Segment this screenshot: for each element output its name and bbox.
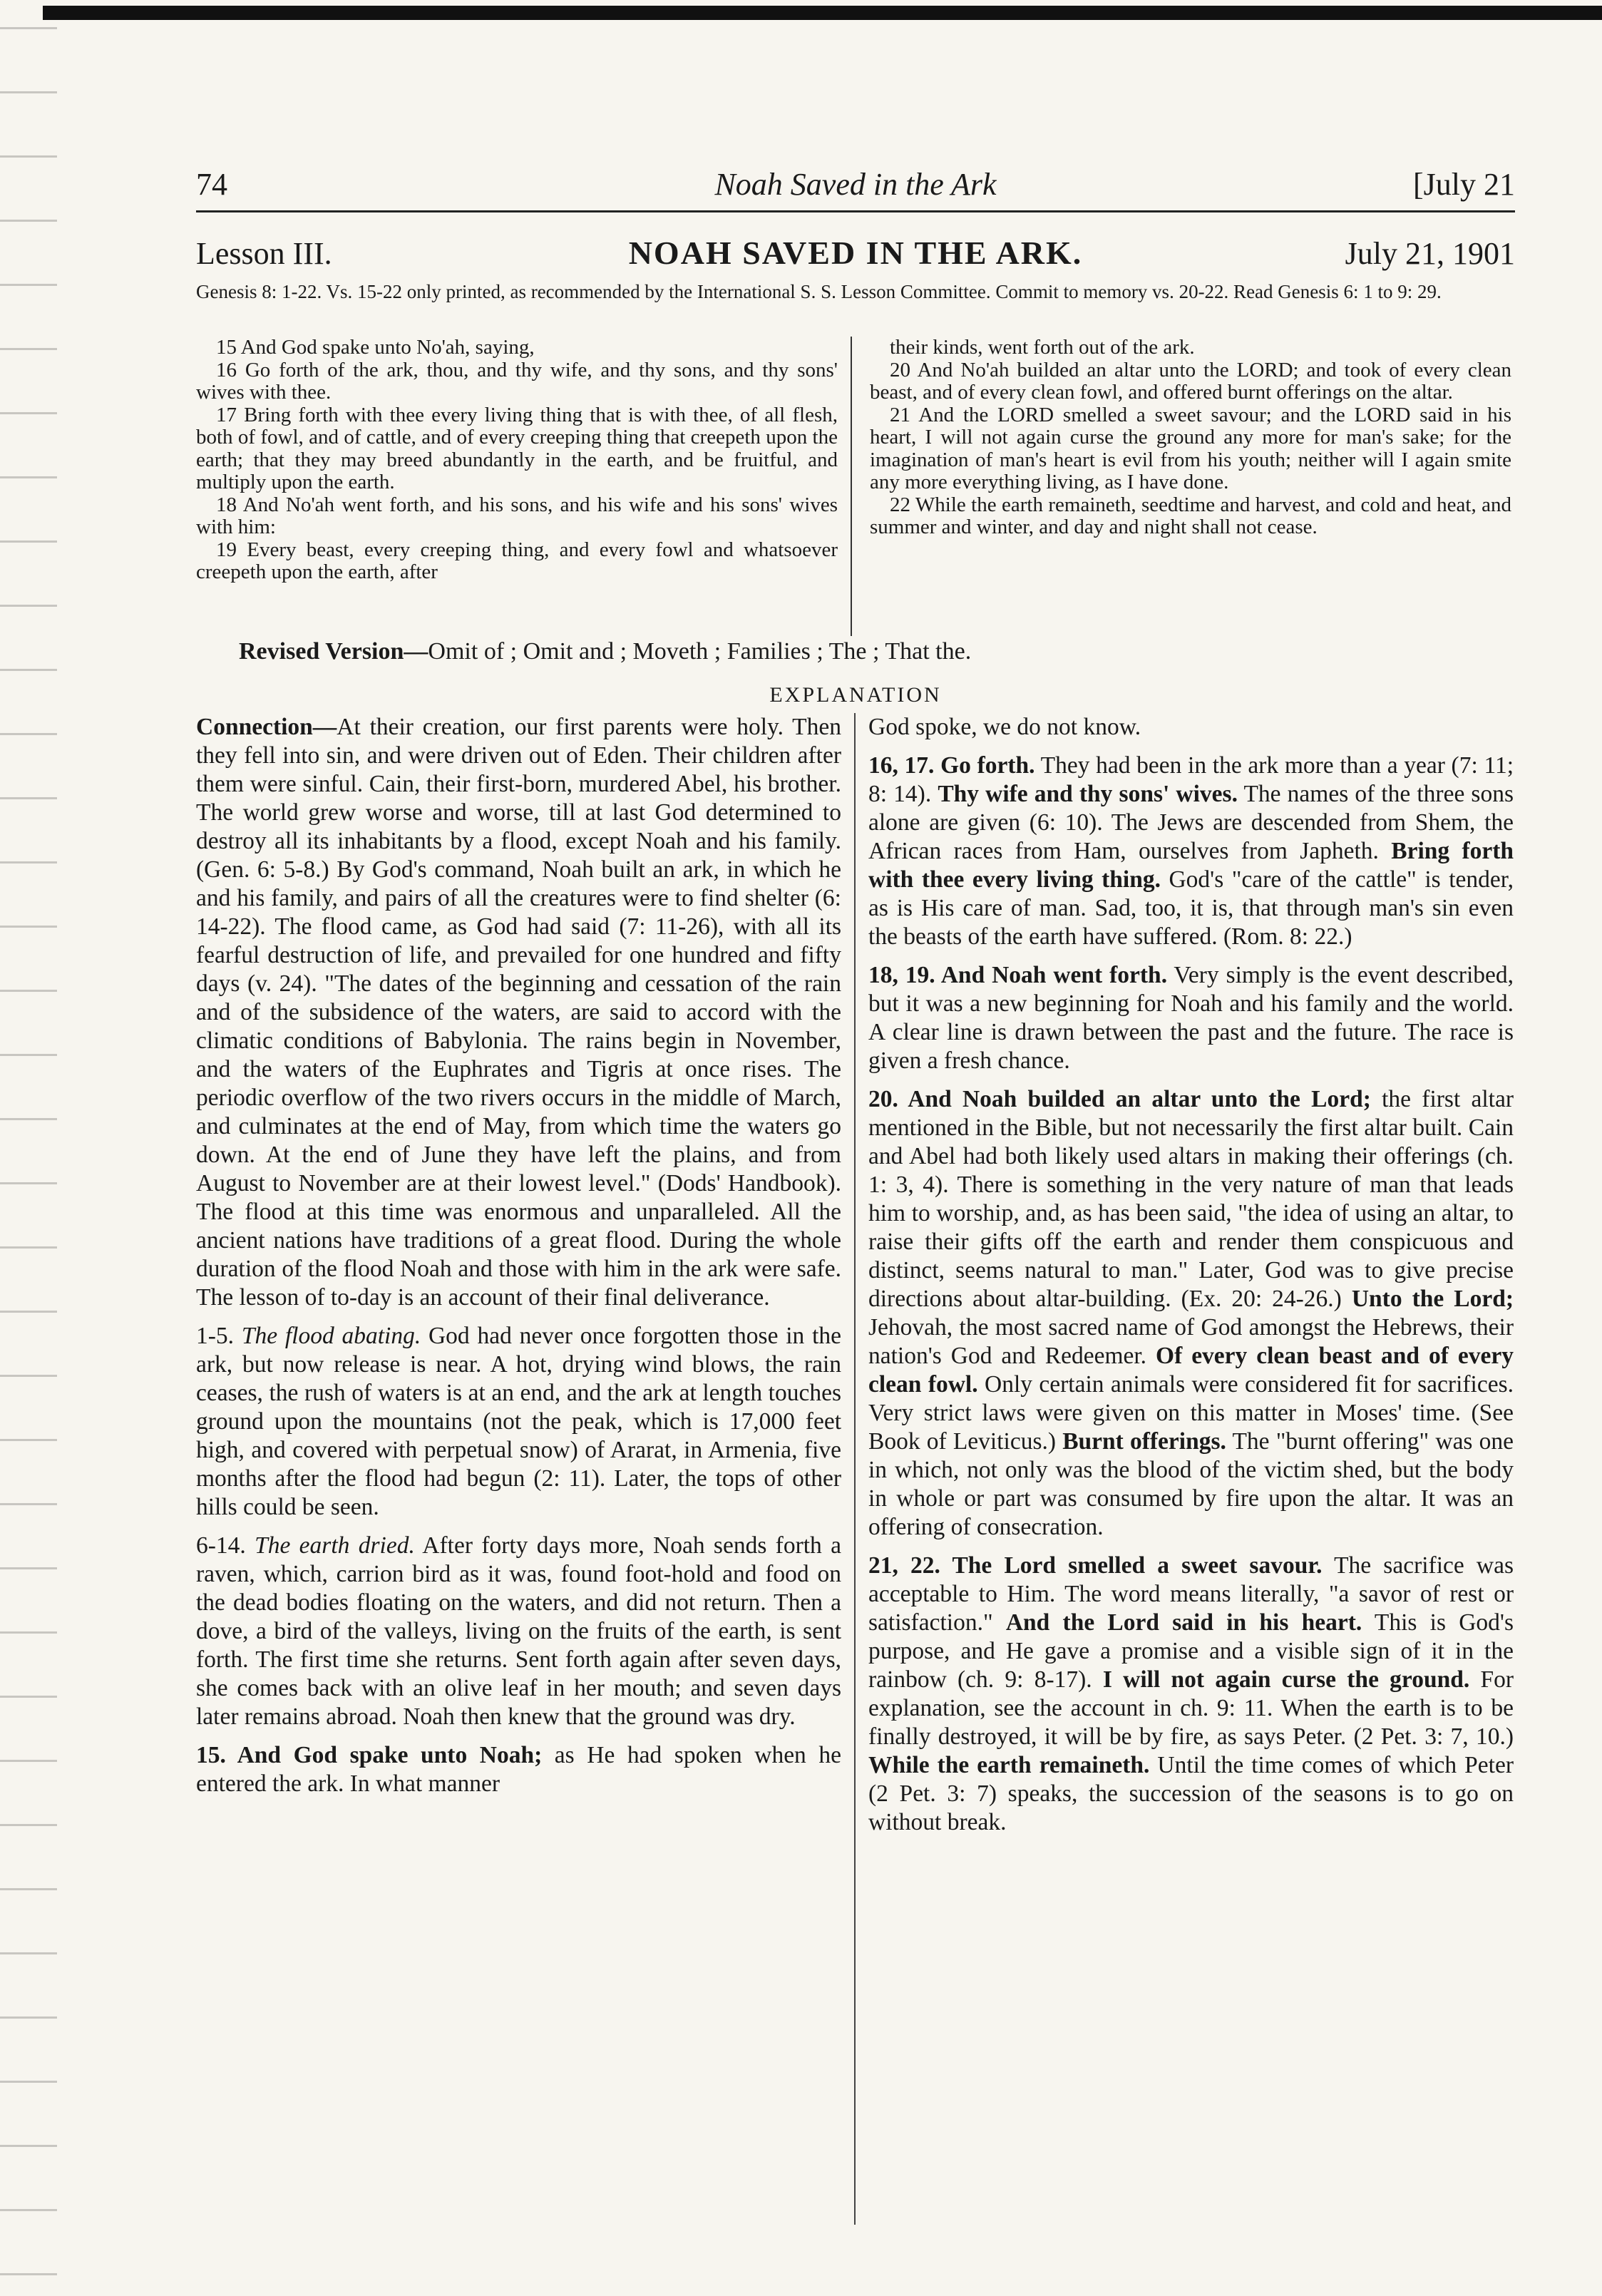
paragraph-lead: While the earth remaineth. xyxy=(868,1752,1150,1778)
explanation-left-column xyxy=(196,713,841,2253)
lesson-title: NOAH SAVED IN THE ARK. xyxy=(628,235,1083,271)
paragraph-lead: 16, 17. Go forth. xyxy=(868,752,1035,779)
revised-version-label: Revised Version— xyxy=(239,638,428,665)
paragraph-lead-italic: The flood abating. xyxy=(241,1323,421,1349)
explanation-paragraph xyxy=(868,1552,1514,1837)
paragraph-lead: Of every clean beast and of every clean fowl. xyxy=(868,1343,1514,1398)
verse: 22 While the earth remaineth, seedtime and harvest, and cold and heat, and summer and winter, and day and night shall not cease. xyxy=(870,493,1511,538)
lesson-header xyxy=(196,235,1515,278)
paragraph-text: For explanation, see the account in ch. 9: 11. When the earth is to be finally destroyed, it will be by fire, as says Peter. (2 Pet. 3: 7, 10.) xyxy=(868,1666,1514,1750)
scripture-verses xyxy=(196,337,1515,643)
lesson-date: July 21, 1901 xyxy=(1345,236,1515,271)
explanation-paragraph xyxy=(196,1532,841,1731)
explanation-paragraph xyxy=(868,1085,1514,1542)
verse: 20 And No'ah builded an altar unto the LORD; and took of every clean beast, and of every clean fowl, and offered burnt offerings on the altar. xyxy=(870,358,1511,404)
explanation-paragraph xyxy=(196,1741,841,1798)
paragraph-text: At their creation, our first parents were holy. Then they fell into sin, and were driven out of Eden. Their children after them were sinful. Cain, their first-born, murdered Abel, his brother. The world grew worse and worse, till at last God determined to destroy all its inhabitants by a flood, except Noah and his family. (Gen. 6: 5-8.) By God's command, Noah built an ark, in which he and his family, and pairs of all the creatures were to find shelter (6: 14-22). The flood came, as God had said (7: 11-26), with all its fearful destruction of life, and prevailed for one hundred and fifty days (v. 24). "The dates of the beginning and cessation of the rain and of the subsidence of the waters, are said to accord with the climatic conditions of Babylonia. The rains begin in November, and the waters of the Euphrates and Tigris at once rises. The periodic overflow of the two rivers occurs in the middle of March, and culminates at the end of May, from which time the waters go down. At the end of June they have left the plains, and from August to November are at their lowest level." (Dods' Handbook). The flood at this time was enormous and unparalleled. All the ancient nations have traditions of a great flood. During the whole duration of the flood Noah and those with him in the ark were safe. The lesson of to-day is an account of their final deliverance. xyxy=(196,714,841,1311)
paragraph-text: They had been in the ark more than a year (7: 11; 8: 14). xyxy=(868,752,1514,807)
verse: 19 Every beast, every creeping thing, and every fowl and whatsoever creepeth upon the earth, after xyxy=(196,538,838,583)
paragraph-lead: 20. And Noah builded an altar unto the Lord; xyxy=(868,1086,1371,1112)
paragraph-text: After forty days more, Noah sends forth a raven, which, carrion bird as it was, found foot-hold and food on the dead bodies floating on the waters, and did not return. Then a dove, a bird of the valleys, living on the fruits of the earth, is sent forth. The first time she returns. Sent forth again after seven days, she comes back with an olive leaf in her mouth; and seven days later remains abroad. Noah then knew that the ground was dry. xyxy=(196,1532,841,1730)
paragraph-text: Until the time comes of which Peter (2 Pet. 3: 7) speaks, the succession of the seasons is to go on without break. xyxy=(868,1752,1514,1835)
paragraph-text: Only certain animals were considered fit for sacrifices. Very strict laws were given on this matter in Moses' time. (See Book of Leviticus.) xyxy=(868,1371,1514,1455)
paragraph-lead: 15. And God spake unto Noah; xyxy=(196,1742,543,1768)
verses-left-column xyxy=(196,337,838,584)
paragraph-text: The names of the three sons alone are given (6: 10). The Jews are descended from Shem, the African races from Ham, ourselves from Japheth. xyxy=(868,781,1514,864)
paragraph-text: God's "care of the cattle" is tender, as is His care of man. Sad, too, it is, that through man's sin even the beasts of the earth have suffered. (Rom. 8: 22.) xyxy=(868,866,1514,950)
revised-version-note xyxy=(239,638,1522,665)
running-title: Noah Saved in the Ark xyxy=(714,167,997,202)
running-head xyxy=(196,160,1515,212)
scripture-reference xyxy=(196,280,1515,304)
verses-right-column xyxy=(870,337,1511,539)
paragraph-lead: 18, 19. And Noah went forth. xyxy=(868,962,1168,988)
verse: their kinds, went forth out of the ark. xyxy=(890,336,1195,359)
paragraph-lead: Burnt offerings. xyxy=(1062,1428,1226,1455)
verse: 17 Bring forth with thee every living thing that is with thee, of all flesh, both of fowl, and of cattle, and of every creeping thing that creepeth upon the earth; that they may breed abundantly in the earth, and be fruitful, and multiply upon the earth. xyxy=(196,403,838,493)
paragraph-lead-italic: The earth dried. xyxy=(255,1532,415,1559)
paragraph-lead: Bring forth with thee every living thing. xyxy=(868,838,1514,893)
explanation-column-divider xyxy=(854,713,856,2225)
paragraph-text: God spoke, we do not know. xyxy=(868,714,1141,740)
paragraph-text: God had never once forgotten those in the ark, but now release is near. A hot, drying wind blows, the rain ceases, the rush of waters is at an end, and the ark at length touches ground upon the mountains (not the peak, which is 17,000 feet high, and covered with perpetual snow) of Ararat, in Armenia, five months after the flood had begun (2: 11). Later, the tops of other hills could be seen. xyxy=(196,1323,841,1520)
paragraph-text: as He had spoken when he entered the ark. In what manner xyxy=(196,1742,841,1797)
paragraph-text: Very simply is the event described, but it was a new beginning for Noah and his family and the world. A clear line is drawn between the past and the future. The race is given a fresh chance. xyxy=(868,962,1514,1074)
explanation-heading: EXPLANATION xyxy=(769,683,942,707)
explanation-paragraph xyxy=(868,752,1514,951)
revised-version-text: Omit of ; Omit and ; Moveth ; Families ; The ; That the. xyxy=(428,638,972,665)
verse: 15 And God spake unto No'ah, saying, xyxy=(216,336,535,359)
paragraph-lead: Connection— xyxy=(196,714,337,740)
explanation-paragraph xyxy=(196,1322,841,1522)
explanation-right-column xyxy=(868,713,1514,2253)
paragraph-text: The "burnt offering" was one in which, not only was the blood of the victim shed, but the body in whole or part was consumed by fire upon the altar. It was an offering of consecration. xyxy=(868,1428,1514,1540)
verse: 21 And the LORD smelled a sweet savour; and the LORD said in his heart, I will not again curse the ground any more for man's sake; for the imagination of man's heart is evil from his youth; neither will I again smite any more everything living, as I have done. xyxy=(870,403,1511,493)
scan-binding-edge xyxy=(0,0,57,2296)
paragraph-lead: 6-14. xyxy=(196,1532,255,1559)
explanation-paragraph xyxy=(868,713,1514,742)
paragraph-lead: Unto the Lord; xyxy=(1351,1286,1514,1312)
paragraph-lead: I will not again curse the ground. xyxy=(1102,1666,1470,1693)
scripture-reference-text: Genesis 8: 1-22. Vs. 15-22 only printed, as recommended by the International S. S. Lesson Committee. Commit to memory vs. 20-22. Read Genesis 6: 1 to 9: 29. xyxy=(196,281,1442,302)
explanation-paragraph xyxy=(196,713,841,1312)
paragraph-text: the first altar mentioned in the Bible, but not necessarily the first altar built. Cain and Abel had both likely used altars in making their offerings (ch. 1: 3, 4). There is something in the very nature of man that leads him to worship, and, as has been said, "the idea of using an altar, to raise their gifts off the earth and render them conspicuous and distinct, seems natural to man." Later, God was to give precise directions about altar-building. (Ex. 20: 24-26.) xyxy=(868,1086,1514,1312)
page-number: 74 xyxy=(196,167,227,202)
paragraph-text: Jehovah, the most sacred name of God amongst the Hebrews, their nation's God and Redeemer. xyxy=(868,1314,1514,1369)
paragraph-lead: 1-5. xyxy=(196,1323,242,1349)
scan-top-border xyxy=(43,6,1602,20)
paragraph-lead: And the Lord said in his heart. xyxy=(1005,1609,1362,1636)
verse: 18 And No'ah went forth, and his sons, and his wife and his sons' wives with him: xyxy=(196,493,838,538)
paragraph-text: The sacrifice was acceptable to Him. The word means literally, "a savor of rest or satisfaction." xyxy=(868,1552,1514,1636)
explanation-paragraph xyxy=(868,961,1514,1075)
verse-column-divider xyxy=(851,337,852,636)
paragraph-lead: 21, 22. The Lord smelled a sweet savour. xyxy=(868,1552,1323,1579)
paragraph-lead: Thy wife and thy sons' wives. xyxy=(938,781,1238,807)
verse: 16 Go forth of the ark, thou, and thy wife, and thy sons, and thy sons' wives with thee. xyxy=(196,358,838,404)
paragraph-text: This is God's purpose, and He gave a promise and a visible sign of it in the rainbow (ch. 9: 8-17). xyxy=(868,1609,1514,1693)
running-date: [July 21 xyxy=(1413,167,1515,202)
lesson-number: Lesson III. xyxy=(196,236,332,271)
